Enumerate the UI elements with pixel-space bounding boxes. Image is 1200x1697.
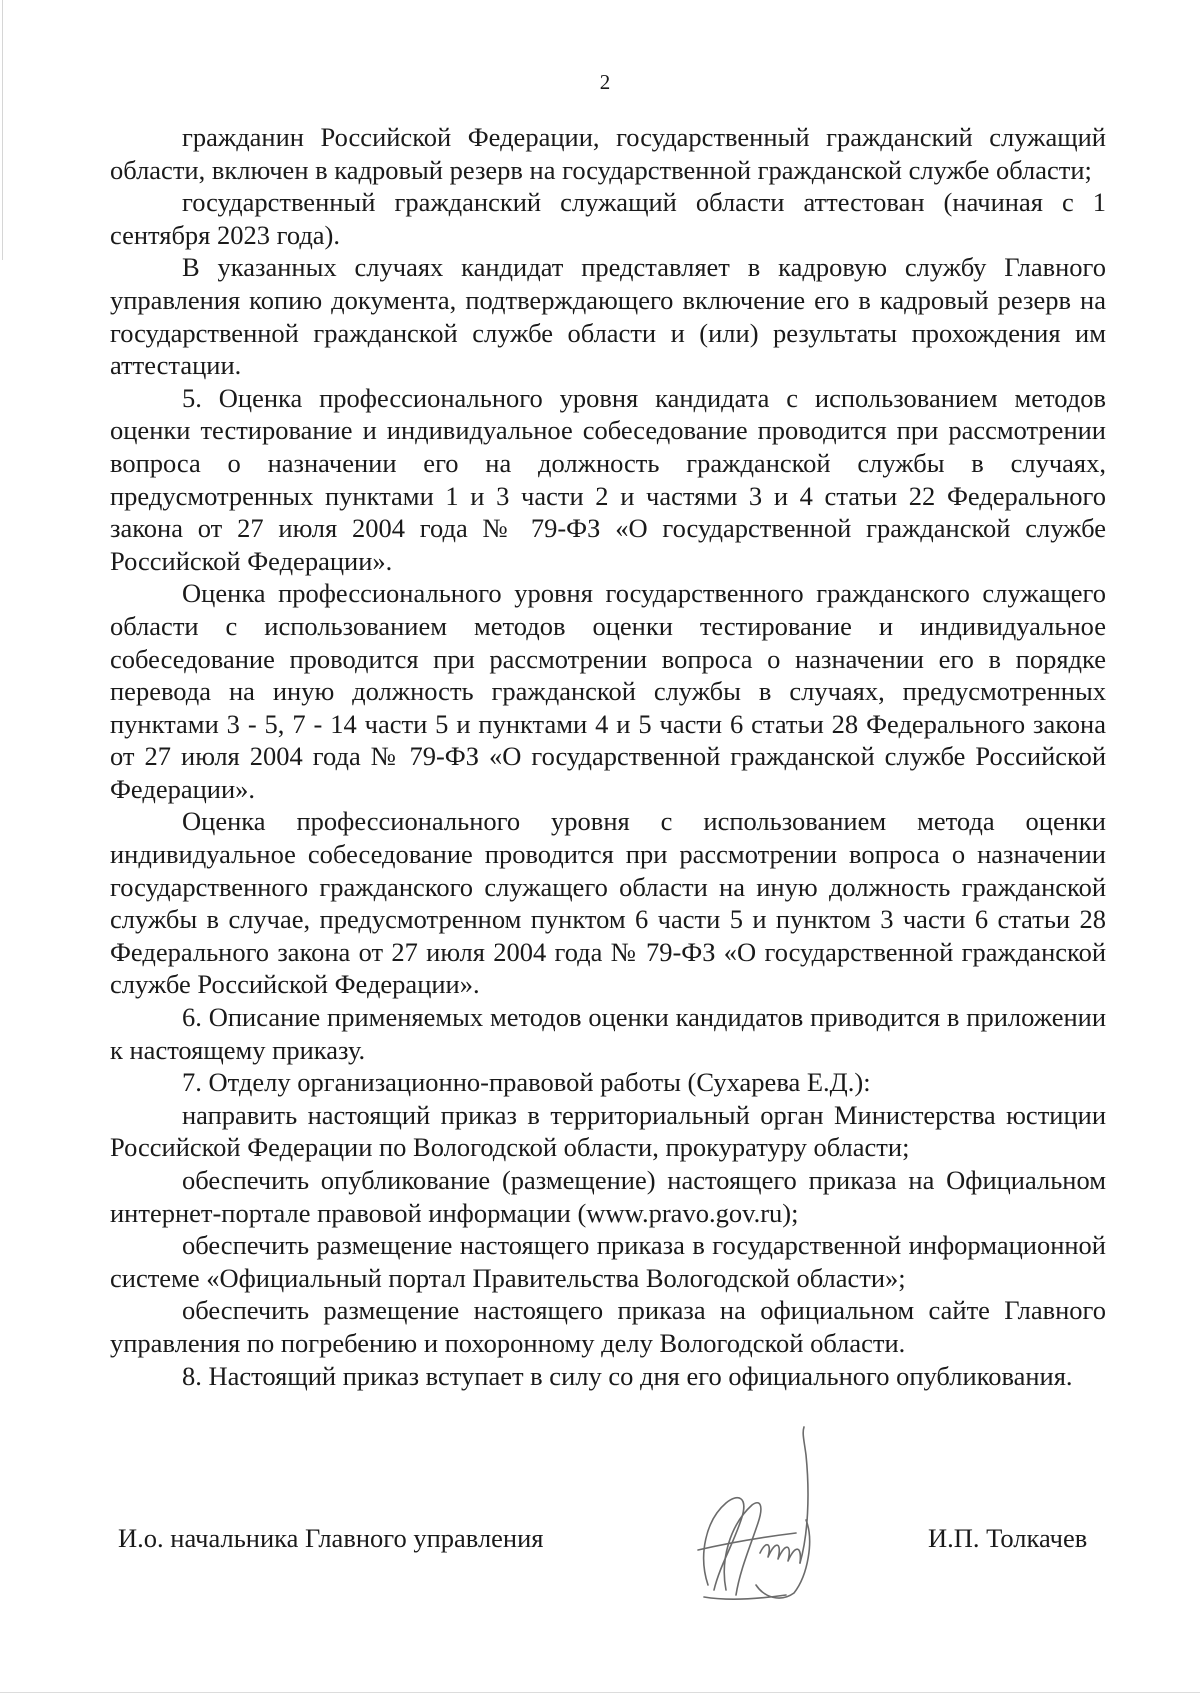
scan-left-edge [2, 0, 3, 260]
paragraph-publish-site: обеспечить размещение настоящего приказа на официальном сайте Главного управления по погребению и похоронному делу Вологодской области. [110, 1295, 1106, 1358]
paragraph-item-7: 7. Отделу организационно-правовой работы (Сухарева Е.Д.): [182, 1067, 871, 1098]
paragraph-interview-evaluation: Оценка профессионального уровня с использованием метода оценки индивидуальное собеседование проводится при рассмотрении вопроса о назначении государственного гражданского служащего области на иную должность гражданской службы в случае, предусмотренном пунктом 6 части 5 и пунктом 3 части 6 статьи 28 Федерального закона от 27 июля 2004 года № 79-ФЗ «О государственной гражданской службе Российской Федерации». [110, 806, 1106, 1000]
signatory-name: И.П. Толкачев [928, 1523, 1088, 1553]
paragraph-publish-portal: обеспечить размещение настоящего приказа в государственной информационной системе «Официальный портал Правительства Вологодской области»; [110, 1230, 1106, 1293]
paragraph-send-order: направить настоящий приказ в территориальный орган Министерства юстиции Российской Федерации по Вологодской области, прокуратуру области; [110, 1099, 1106, 1163]
paragraph-item-8: 8. Настоящий приказ вступает в силу со дня его официального опубликования. [182, 1360, 1073, 1391]
paragraph-attestation: государственный гражданский служащий области аттестован (начиная с 1 сентября 2023 года). [110, 187, 1106, 250]
paragraph-publish-pravo: обеспечить опубликование (размещение) настоящего приказа на Официальном интернет-портале правовой информации (www.pravo.gov.ru); [110, 1165, 1106, 1228]
page-number: 2 [599, 70, 611, 94]
paragraph-continuation: гражданин Российской Федерации, государственный гражданский служащий области, включен в кадровый резерв на государственной гражданской службе области; [110, 122, 1106, 185]
paragraph-item-5: 5. Оценка профессионального уровня кандидата с использованием методов оценки тестирование и индивидуальное собеседование проводится при рассмотрении вопроса о назначении его на должность гражданской службы в случаях, предусмотренных пунктами 1 и 3 части 2 и частями 3 и 4 статьи 22 Федерального закона от 27 июля 2004 года № 79-ФЗ «О государственной гражданской службе Российской Федерации». [110, 382, 1106, 576]
signatory-position: И.о. начальника Главного управления [118, 1523, 544, 1553]
handwritten-signature [668, 1425, 838, 1605]
paragraph-documents: В указанных случаях кандидат представляет в кадровую службу Главного управления копию документа, подтверждающего включение его в кадровый резерв на государственной гражданской службе области и (или) результаты прохождения им аттестации. [110, 252, 1106, 381]
scan-bottom-edge [0, 1692, 1200, 1693]
paragraph-transfer-evaluation: Оценка профессионального уровня государственного гражданского служащего области с использованием методов оценки тестирование и индивидуальное собеседование проводится при рассмотрении вопроса о назначении его в порядке перевода на иную должность гражданской службы в случаях, предусмотренных пунктами 3 - 5, 7 - 14 части 5 и пунктами 4 и 5 части 6 статьи 28 Федерального закона от 27 июля 2004 года № 79-ФЗ «О государственной гражданской службе Российской Федерации». [110, 578, 1106, 804]
paragraph-item-6: 6. Описание применяемых методов оценки кандидатов приводится в приложении к настоящему приказу. [110, 1002, 1106, 1065]
document-body [110, 121, 1106, 1392]
